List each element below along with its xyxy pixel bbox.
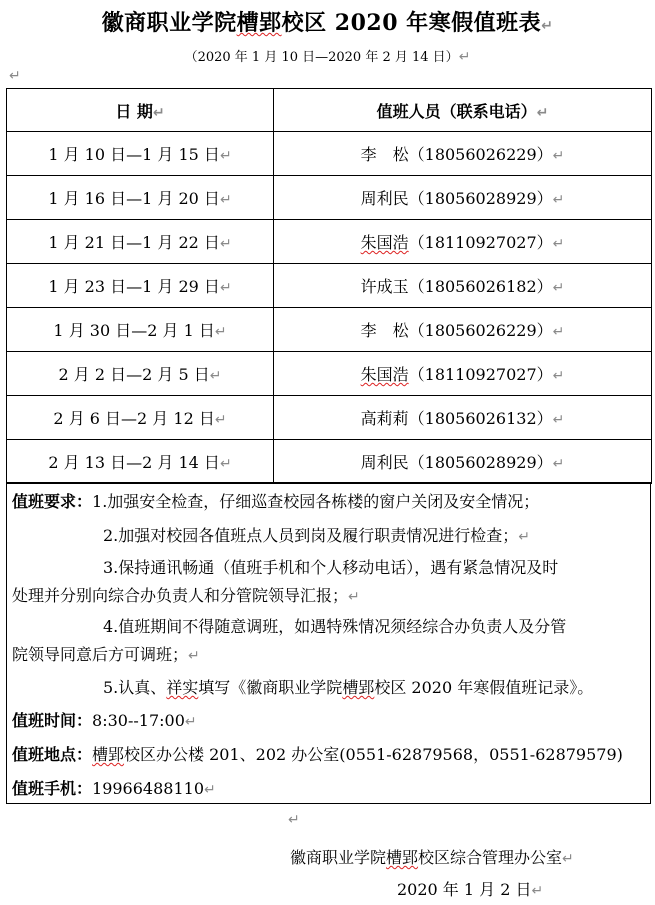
staff-cell: 李 松（18056026229）↵ xyxy=(274,308,652,352)
requirement-5: 5.认真、祥实填写《徽商职业学院槽郢校区 2020 年寒假值班记录》。 xyxy=(103,678,594,697)
table-row xyxy=(7,220,652,264)
date-cell: 1 月 21 日—1 月 22 日↵ xyxy=(7,220,274,264)
header-staff: 值班人员（联系电话）↵ xyxy=(274,89,652,132)
table-row xyxy=(7,264,652,308)
staff-cell: 高莉莉（18056026132）↵ xyxy=(274,396,652,440)
paragraph-mark: ↵ xyxy=(288,812,300,828)
staff-phone: （18056028929） xyxy=(408,189,553,208)
staff-phone: （18056026229） xyxy=(408,321,553,340)
date-cell: 1 月 30 日—2 月 1 日↵ xyxy=(7,308,274,352)
staff-cell: 朱国浩（18110927027）↵ xyxy=(274,352,652,396)
paragraph-mark: ↵ xyxy=(9,68,21,84)
date-range-subtitle: （2020 年 1 月 10 日—2020 年 2 月 14 日）↵ xyxy=(184,49,471,65)
staff-name: 许成玉 xyxy=(360,277,409,296)
staff-name: 高莉莉 xyxy=(360,409,409,428)
date-cell: 2 月 2 日—2 月 5 日↵ xyxy=(7,352,274,396)
duty-time: 值班时间：8:30--17:00↵ xyxy=(12,711,197,730)
document-title: 徽商职业学院槽郢校区 2020 年寒假值班表↵ xyxy=(101,10,554,36)
staff-phone: （18110927027） xyxy=(408,233,553,252)
requirement-2: 2.加强对校园各值班点人员到岗及履行职责情况进行检查；↵ xyxy=(103,526,531,545)
staff-name: 李 松 xyxy=(360,145,409,164)
table-row xyxy=(7,176,652,220)
requirement-4-cont: 院领导同意后方可调班；↵ xyxy=(12,645,200,664)
staff-cell: 李 松（18056026229）↵ xyxy=(274,132,652,176)
table-row xyxy=(7,396,652,440)
table-row xyxy=(7,440,652,484)
duty-place: 值班地点：槽郢校区办公楼 201、202 办公室(0551-62879568，0551-62879579) xyxy=(12,745,623,764)
table-header-row xyxy=(7,89,652,132)
duty-schedule-table xyxy=(6,88,652,484)
header-date: 日 期↵ xyxy=(7,89,274,132)
requirement-3-cont: 处理并分别向综合办负责人和分管院领导汇报；↵ xyxy=(12,586,360,605)
staff-name: 朱国浩 xyxy=(360,365,409,384)
date-cell: 1 月 10 日—1 月 15 日↵ xyxy=(7,132,274,176)
staff-phone: （18056026229） xyxy=(408,145,553,164)
issuing-office: 徽商职业学院槽郢校区综合管理办公室↵ xyxy=(290,848,574,867)
staff-cell: 周利民（18056028929）↵ xyxy=(274,176,652,220)
date-cell: 1 月 23 日—1 月 29 日↵ xyxy=(7,264,274,308)
table-row xyxy=(7,132,652,176)
table-row xyxy=(7,308,652,352)
staff-name: 李 松 xyxy=(360,321,409,340)
staff-name: 周利民 xyxy=(360,189,409,208)
requirement-1: 值班要求：1.加强安全检查，仔细巡查校园各栋楼的窗户关闭及安全情况； xyxy=(12,492,540,511)
staff-cell: 许成玉（18056026182）↵ xyxy=(274,264,652,308)
duty-phone: 值班手机：19966488110↵ xyxy=(12,779,216,798)
staff-phone: （18056026132） xyxy=(408,409,553,428)
staff-name: 周利民 xyxy=(360,453,409,472)
requirement-3: 3.保持通讯畅通（值班手机和个人移动电话），遇有紧急情况及时 xyxy=(103,558,559,577)
staff-cell: 周利民（18056028929）↵ xyxy=(274,440,652,484)
duty-notes-box xyxy=(6,482,651,804)
staff-name: 朱国浩 xyxy=(360,233,409,252)
staff-phone: （18110927027） xyxy=(408,365,553,384)
table-row xyxy=(7,352,652,396)
issue-date: 2020 年 1 月 2 日↵ xyxy=(397,880,544,899)
date-cell: 2 月 6 日—2 月 12 日↵ xyxy=(7,396,274,440)
requirement-4: 4.值班期间不得随意调班，如遇特殊情况须经综合办负责人及分管 xyxy=(103,617,567,636)
date-cell: 2 月 13 日—2 月 14 日↵ xyxy=(7,440,274,484)
staff-phone: （18056026182） xyxy=(408,277,553,296)
staff-cell: 朱国浩（18110927027）↵ xyxy=(274,220,652,264)
staff-phone: （18056028929） xyxy=(408,453,553,472)
date-cell: 1 月 16 日—1 月 20 日↵ xyxy=(7,176,274,220)
